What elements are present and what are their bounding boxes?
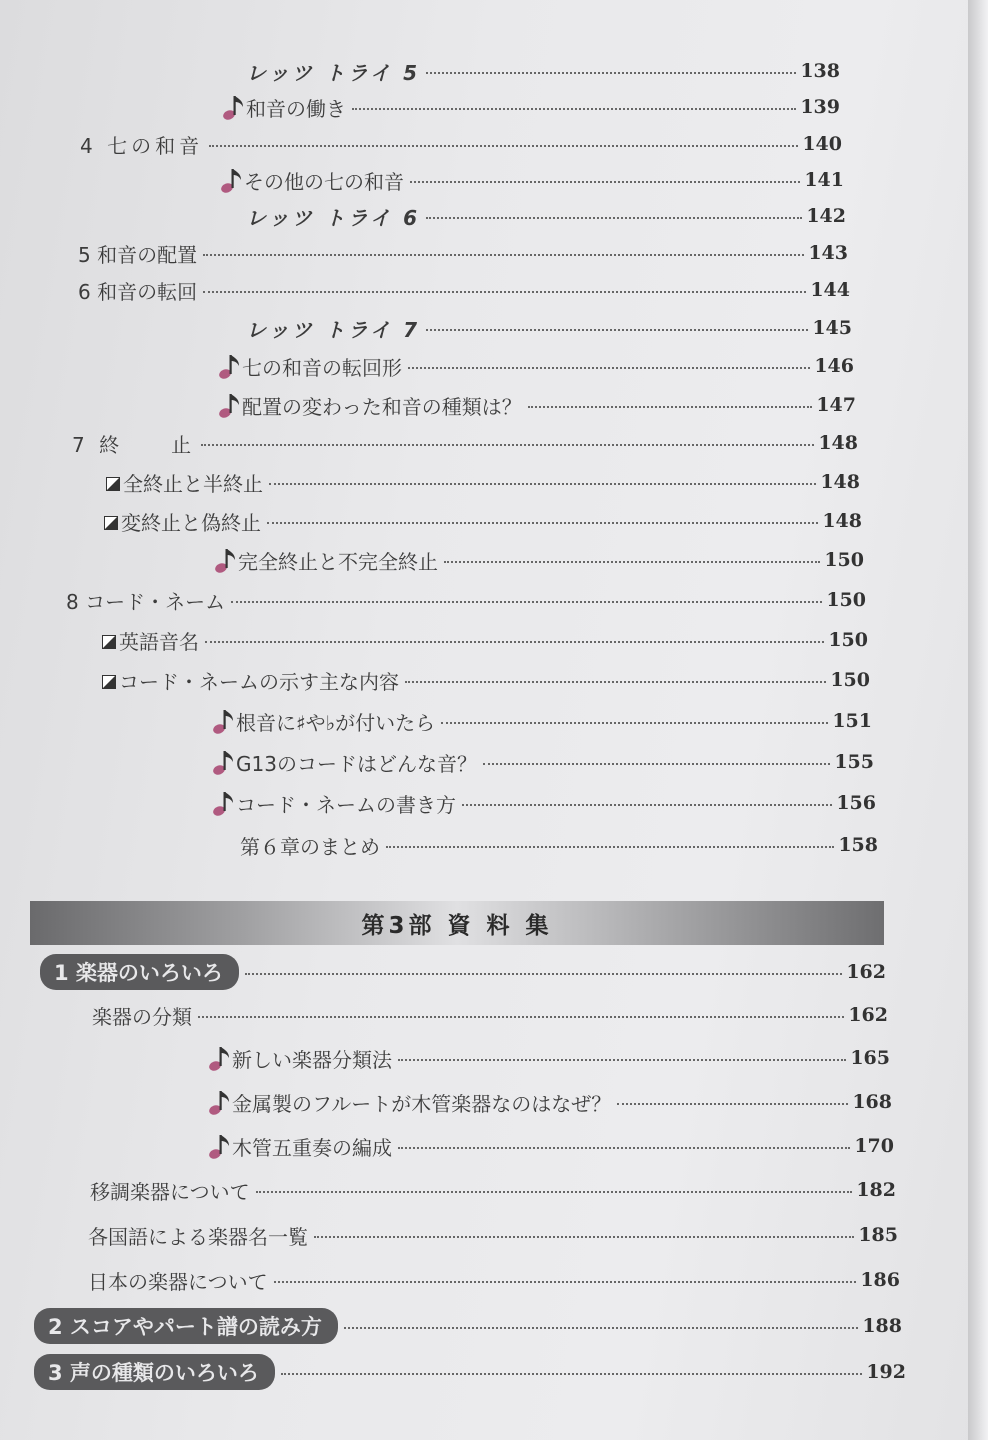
toc-label: 8 コード・ネーム <box>66 589 226 614</box>
toc-row[interactable] <box>220 163 844 197</box>
leader-dots <box>528 406 813 408</box>
leader-dots <box>314 1236 854 1238</box>
toc-label: 根音に♯や♭が付いたら <box>236 710 436 735</box>
toc-label: 木管五重奏の編成 <box>232 1135 392 1160</box>
toc-label: 新しい楽器分類法 <box>232 1047 392 1072</box>
leader-dots <box>405 681 826 683</box>
toc-page: 162 <box>846 961 886 983</box>
leader-dots <box>269 483 816 485</box>
leader-dots <box>203 291 806 293</box>
leader-dots <box>426 217 802 219</box>
toc-row[interactable] <box>246 311 852 345</box>
music-note-icon <box>218 391 240 419</box>
toc-page: 155 <box>834 751 874 773</box>
toc-label: コード・ネームの書き方 <box>236 792 456 817</box>
toc-row[interactable] <box>104 504 862 538</box>
leader-dots <box>462 804 832 806</box>
toc-page: 145 <box>812 317 852 339</box>
toc-page: 143 <box>808 242 848 264</box>
toc-label: 楽器の分類 <box>92 1004 192 1029</box>
music-note-icon <box>208 1088 230 1116</box>
toc-row[interactable] <box>208 1085 892 1119</box>
toc-label: 和音の働き <box>246 96 346 121</box>
square-bullet-icon <box>106 476 120 490</box>
toc-row[interactable] <box>78 273 850 307</box>
music-note-icon <box>212 748 234 776</box>
toc-page: 185 <box>858 1224 898 1246</box>
toc-page: 165 <box>850 1047 890 1069</box>
music-note-icon <box>208 1044 230 1072</box>
toc-row[interactable] <box>78 236 848 270</box>
toc-label: 5 和音の配置 <box>78 242 198 267</box>
toc-label: 英語音名 <box>119 629 199 654</box>
toc-row[interactable] <box>222 90 840 124</box>
toc-page: 148 <box>820 471 860 493</box>
toc-label: 金属製のフルートが木管楽器なのはなぜ？ <box>232 1091 612 1116</box>
leader-dots <box>617 1103 848 1105</box>
toc-row[interactable] <box>214 543 864 577</box>
toc-label: 第６章のまとめ <box>240 834 380 859</box>
leader-dots <box>256 1191 853 1193</box>
square-bullet-icon <box>102 674 116 688</box>
page-edge-shadow <box>968 0 988 1440</box>
square-bullet-icon <box>102 634 116 648</box>
toc-row[interactable] <box>208 1041 890 1075</box>
toc-label: レッツ トライ 5 <box>246 60 421 85</box>
toc-label: レッツ トライ 7 <box>246 317 421 342</box>
music-note-icon <box>212 789 234 817</box>
leader-dots <box>441 722 828 724</box>
square-bullet-icon <box>104 515 118 529</box>
toc-row[interactable] <box>34 1355 906 1389</box>
toc-label: 各国語による楽器名一覧 <box>88 1224 308 1249</box>
toc-label-pill: 2 スコアやパート譜の読み方 <box>34 1308 338 1344</box>
music-note-icon <box>222 93 244 121</box>
toc-page: 188 <box>862 1315 902 1337</box>
toc-row[interactable] <box>246 54 840 88</box>
toc-page: 144 <box>810 279 850 301</box>
toc-row[interactable] <box>240 828 878 862</box>
leader-dots <box>344 1327 858 1329</box>
leader-dots <box>274 1281 857 1283</box>
leader-dots <box>198 1016 844 1018</box>
leader-dots <box>398 1147 850 1149</box>
toc-row[interactable] <box>80 127 842 161</box>
leader-dots <box>483 763 830 765</box>
toc-row[interactable] <box>102 663 870 697</box>
toc-row[interactable] <box>218 388 856 422</box>
toc-label: 移調楽器について <box>90 1179 250 1204</box>
toc-row[interactable] <box>92 998 888 1032</box>
toc-label: 完全終止と不完全終止 <box>238 549 438 574</box>
leader-dots <box>444 561 820 563</box>
toc-page: 147 <box>816 394 856 416</box>
toc-label: 配置の変わった和音の種類は？ <box>242 394 522 419</box>
toc-label: 7 終 止 <box>72 432 196 457</box>
music-note-icon <box>212 707 234 735</box>
toc-page: 138 <box>800 60 840 82</box>
toc-page: 168 <box>852 1091 892 1113</box>
toc-page: 142 <box>806 205 846 227</box>
toc-page: 182 <box>856 1179 896 1201</box>
toc-row[interactable] <box>208 1129 894 1163</box>
toc-label-pill: 1 楽器のいろいろ <box>40 954 239 990</box>
toc-page: 156 <box>836 792 876 814</box>
section-header-part3 <box>30 901 884 945</box>
toc-label-pill: 3 声の種類のいろいろ <box>34 1354 275 1390</box>
toc-label: 日本の楽器について <box>88 1269 268 1294</box>
toc-page: 148 <box>818 432 858 454</box>
leader-dots <box>209 145 798 147</box>
leader-dots <box>426 329 808 331</box>
toc-page: 148 <box>822 510 862 532</box>
toc-page: 146 <box>814 355 854 377</box>
toc-page: 139 <box>800 96 840 118</box>
toc-row[interactable] <box>40 955 886 989</box>
toc-page: 150 <box>826 589 866 611</box>
toc-row[interactable] <box>106 465 860 499</box>
music-note-icon <box>218 352 240 380</box>
toc-row[interactable] <box>90 1173 896 1207</box>
toc-page: 150 <box>830 669 870 691</box>
leader-dots <box>245 973 842 975</box>
leader-dots <box>231 601 822 603</box>
music-note-icon <box>214 546 236 574</box>
toc-page: 141 <box>804 169 844 191</box>
toc-row[interactable] <box>212 786 876 820</box>
leader-dots <box>352 108 796 110</box>
toc-label: 6 和音の転回 <box>78 279 198 304</box>
leader-dots <box>205 641 824 643</box>
leader-dots <box>201 444 814 446</box>
toc-page: 140 <box>802 133 842 155</box>
leader-dots <box>281 1373 862 1375</box>
toc-page: 158 <box>838 834 878 856</box>
toc-row[interactable] <box>88 1263 900 1297</box>
leader-dots <box>426 72 796 74</box>
leader-dots <box>410 181 800 183</box>
toc-page: 150 <box>824 549 864 571</box>
toc-page: 186 <box>860 1269 900 1291</box>
leader-dots <box>386 846 834 848</box>
toc-row[interactable] <box>66 583 866 617</box>
toc-label: 4 七の和音 <box>80 133 204 158</box>
leader-dots <box>267 522 818 524</box>
leader-dots <box>408 367 810 369</box>
toc-label: 七の和音の転回形 <box>242 355 402 380</box>
toc-row[interactable] <box>88 1218 898 1252</box>
toc-page: 192 <box>866 1361 906 1383</box>
music-note-icon <box>208 1132 230 1160</box>
toc-row[interactable] <box>34 1309 902 1343</box>
toc-label: その他の七の和音 <box>244 169 404 194</box>
leader-dots <box>398 1059 846 1061</box>
toc-page: 170 <box>854 1135 894 1157</box>
toc-page: 150 <box>828 629 868 651</box>
toc-row[interactable] <box>246 199 846 233</box>
toc-label: 変終止と偽終止 <box>121 510 261 535</box>
music-note-icon <box>220 166 242 194</box>
toc-label: コード・ネームの示す主な内容 <box>119 669 399 694</box>
toc-label: 全終止と半終止 <box>123 471 263 496</box>
toc-label: レッツ トライ 6 <box>246 205 421 230</box>
section-title: 第3部 資 料 集 <box>361 912 553 939</box>
toc-row[interactable] <box>102 623 868 657</box>
toc-page: 151 <box>832 710 872 732</box>
toc-label: G13のコードはどんな音？ <box>236 751 477 776</box>
toc-row[interactable] <box>212 745 874 779</box>
toc-row[interactable] <box>72 426 858 460</box>
toc-row[interactable] <box>212 704 872 738</box>
toc-page: 162 <box>848 1004 888 1026</box>
toc-row[interactable] <box>218 349 854 383</box>
leader-dots <box>203 254 804 256</box>
